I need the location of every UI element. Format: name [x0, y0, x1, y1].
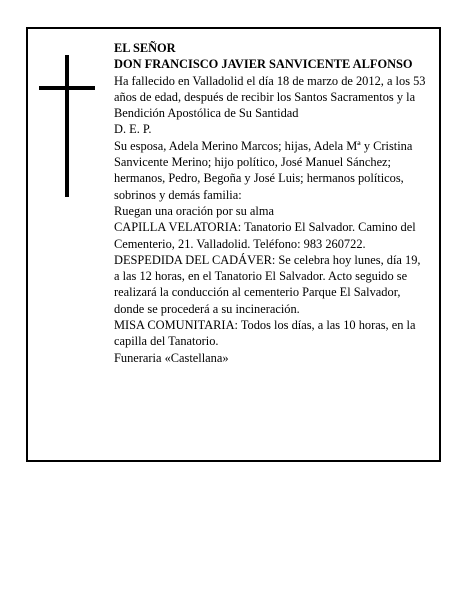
obituary-title: EL SEÑOR: [114, 41, 176, 55]
rip-line: D. E. P.: [114, 122, 152, 137]
deceased-name: DON FRANCISCO JAVIER SANVICENTE ALFONSO: [114, 57, 413, 72]
cross-icon: [65, 55, 69, 197]
cross-icon-bar: [39, 86, 95, 90]
obituary-text: [114, 40, 426, 366]
death-announcement: Ha fallecido en Valladolid el día 18 de marzo de 2012, a los 53 años de edad, después de recibir los Santos Sacramentos y la Bendición Apostólica de Su Santidad: [114, 73, 426, 121]
farewell-info: DESPEDIDA DEL CADÁVER: Se celebra hoy lunes, día 19, a las 12 horas, en el Tanatorio El Salvador. Acto seguido se realizará la conducción al cementerio Parque El Salvador, donde se procederá a su incineración.: [114, 252, 421, 316]
prayer-request: Ruegan una oración por su alma: [114, 203, 274, 218]
funeral-home: Funeraria «Castellana»: [114, 350, 229, 365]
family-list: Su esposa, Adela Merino Marcos; hijas, Adela Mª y Cristina Sanvicente Merino; hijo político, José Manuel Sánchez; hermanos, Pedro, Begoña y José Luis; hermanos políticos, sobrinos y demás familia:: [114, 138, 413, 202]
mass-info: MISA COMUNITARIA: Todos los días, a las 10 horas, en la capilla del Tanatorio.: [114, 318, 416, 349]
chapel-info: CAPILLA VELATORIA: Tanatorio El Salvador. Camino del Cementerio, 21. Valladolid. Teléfono: 983 260722.: [114, 220, 416, 251]
